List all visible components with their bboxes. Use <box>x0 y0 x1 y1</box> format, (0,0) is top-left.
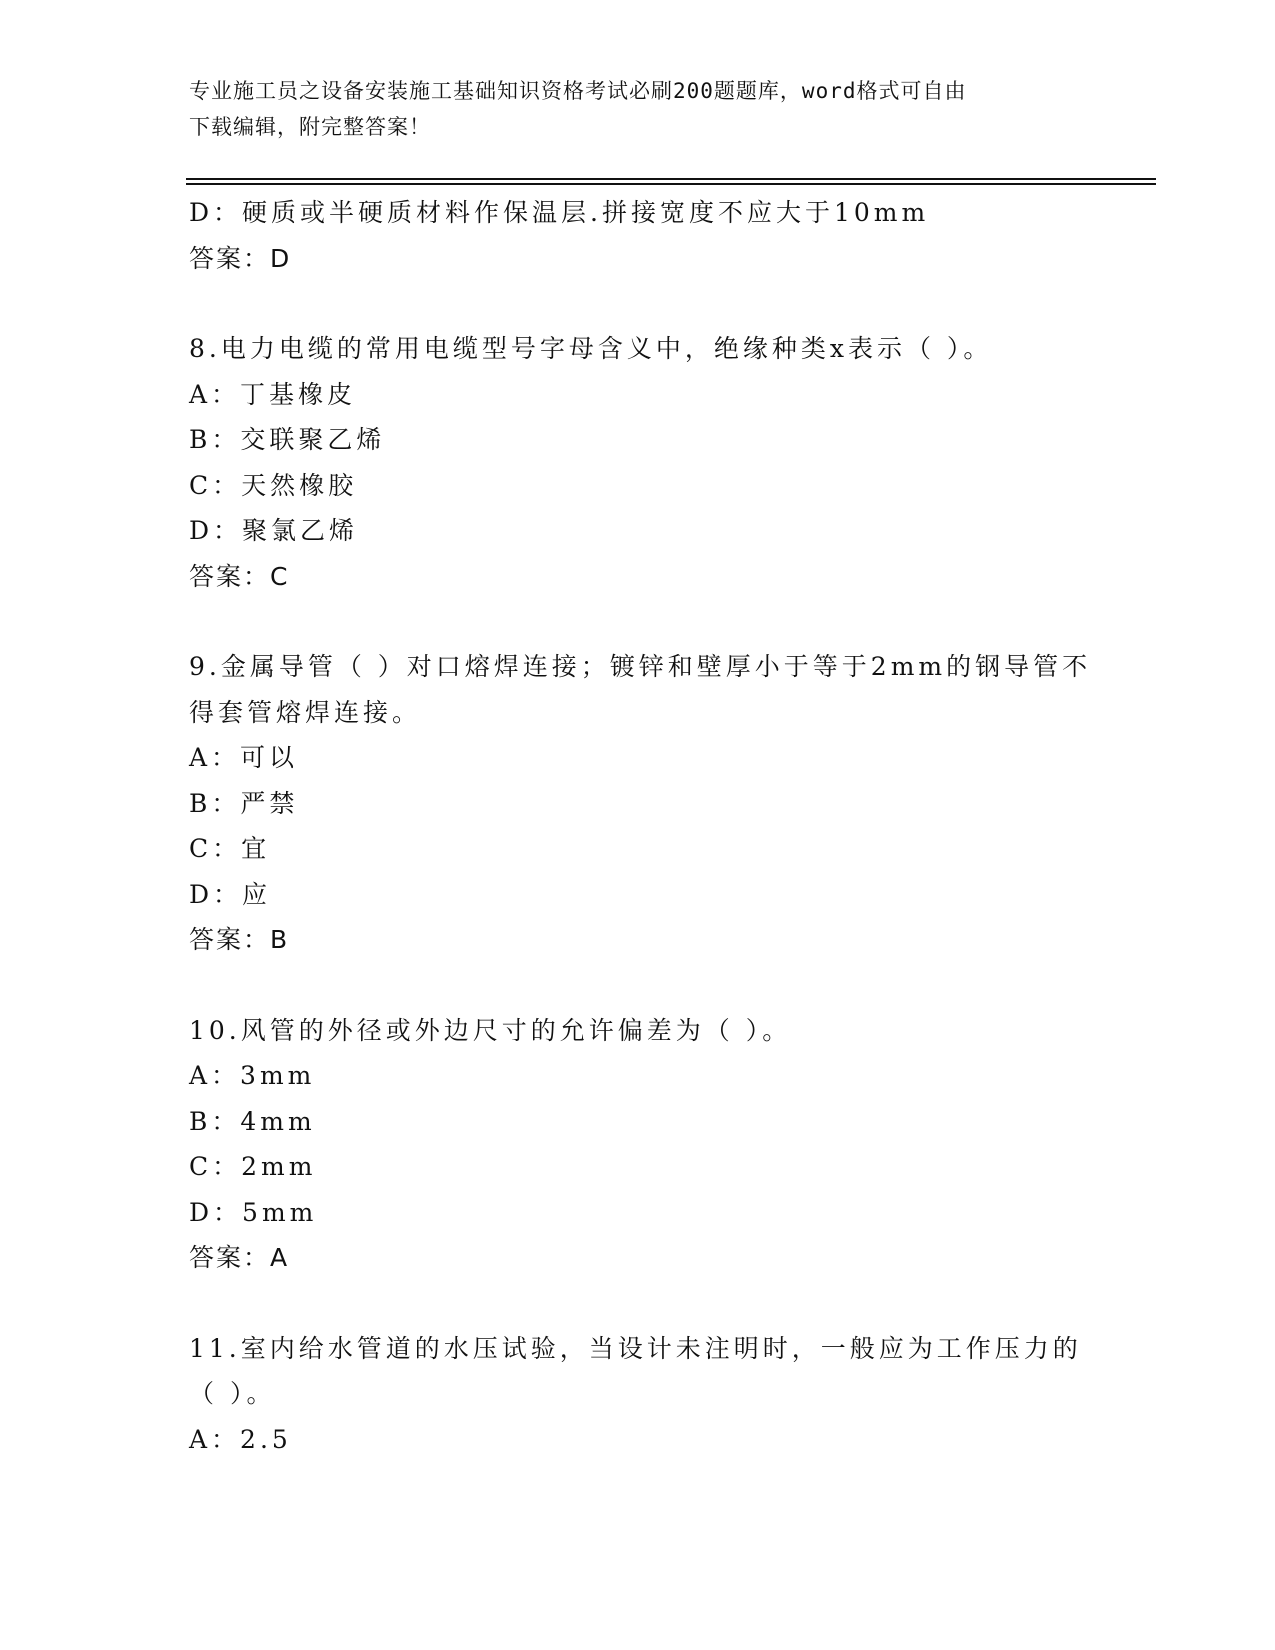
document-header <box>189 73 1089 145</box>
option-a: A：可以 <box>189 743 299 772</box>
question-stem-line-2: （ ）。 <box>189 1379 276 1408</box>
question-stem: 10.风管的外径或外边尺寸的允许偏差为（ ）。 <box>189 1015 792 1045</box>
question-stem-line-1: 9.金属导管（ ）对口熔焊连接；镀锌和壁厚小于等于2mm的钢导管不 <box>189 652 1092 681</box>
question-11 <box>189 1326 1089 1463</box>
answer: 答案：B <box>189 925 290 954</box>
option-d: D：5mm <box>189 1197 318 1227</box>
option-a: A：3mm <box>189 1061 316 1090</box>
header-line-2: 下载编辑，附完整答案！ <box>189 115 431 139</box>
answer: 答案：A <box>189 1243 290 1272</box>
spacer <box>189 281 1089 326</box>
question-stem-line-1: 11.室内给水管道的水压试验，当设计未注明时，一般应为工作压力的 <box>189 1333 1082 1363</box>
option-a: A：2.5 <box>189 1424 292 1454</box>
prev-option-d: D：硬质或半硬质材料作保温层.拼接宽度不应大于10mm <box>189 198 930 227</box>
spacer <box>189 1281 1089 1326</box>
option-b: B：交联聚乙烯 <box>189 425 386 454</box>
option-d: D：应 <box>189 879 272 909</box>
question-10 <box>189 1008 1089 1281</box>
question-9 <box>189 644 1092 963</box>
option-b: B：4mm <box>189 1106 316 1136</box>
spacer <box>189 599 1089 644</box>
option-b: B：严禁 <box>189 788 299 818</box>
header-line-1: 专业施工员之设备安装施工基础知识资格考试必刷200题题库，word格式可自由 <box>189 79 967 103</box>
question-content <box>189 190 1092 1462</box>
header-rule-bottom <box>186 183 1156 185</box>
question-stem-line-2: 得套管熔焊连接。 <box>189 697 422 727</box>
option-c: C：天然橡胶 <box>189 470 358 500</box>
spacer <box>189 963 1089 1008</box>
option-c: C：2mm <box>189 1152 317 1181</box>
question-stem: 8.电力电缆的常用电缆型号字母含义中，绝缘种类x表示（ ）。 <box>189 334 993 363</box>
prev-answer: 答案：D <box>189 243 292 273</box>
option-c: C：宜 <box>189 834 271 863</box>
header-rule-top <box>186 178 1156 180</box>
answer: 答案：C <box>189 561 290 591</box>
question-8 <box>189 326 1089 599</box>
option-d: D：聚氯乙烯 <box>189 516 359 545</box>
option-a: A：丁基橡皮 <box>189 379 357 409</box>
